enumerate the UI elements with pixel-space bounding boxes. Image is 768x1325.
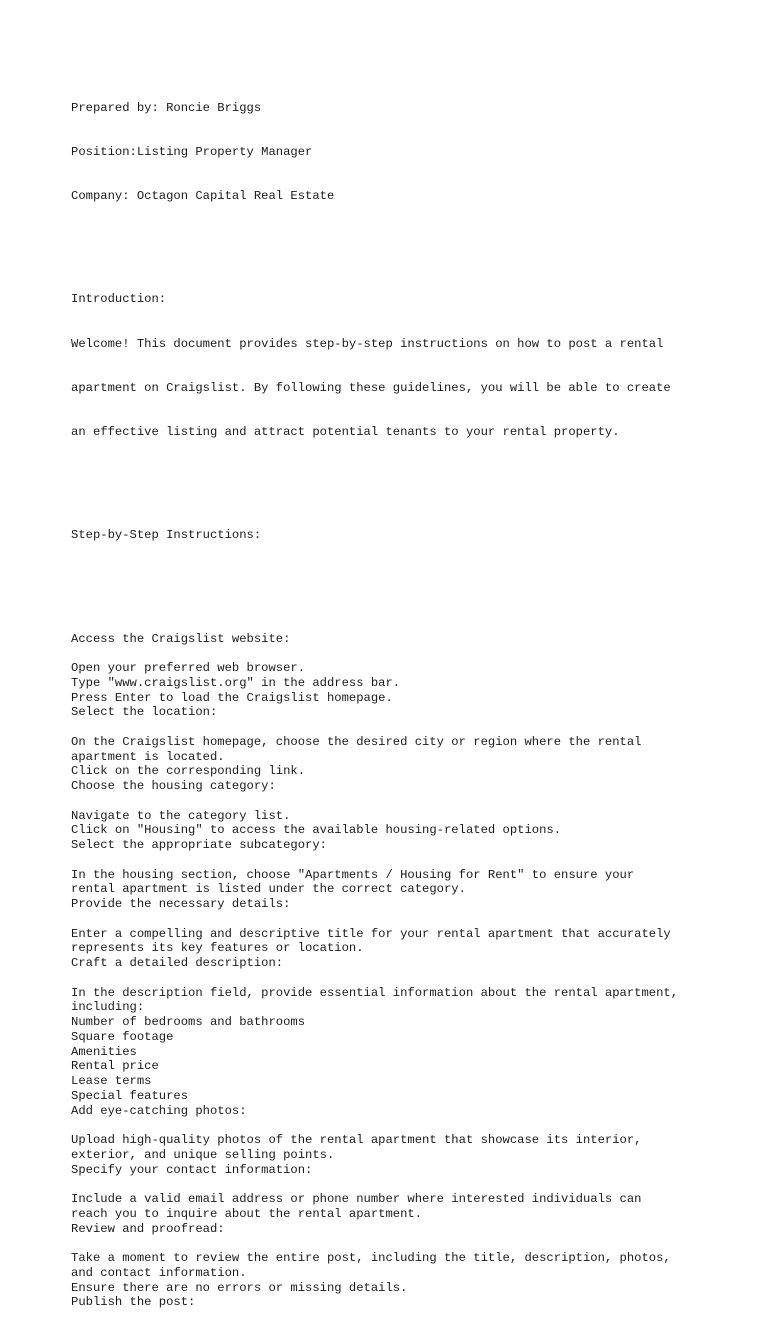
company-line: Company: Octagon Capital Real Estate bbox=[71, 189, 335, 203]
spacer bbox=[71, 573, 711, 588]
instruction-line: Select the appropriate subcategory: bbox=[71, 838, 327, 852]
intro-line: an effective listing and attract potential tenants to your rental property. bbox=[71, 425, 620, 439]
instruction-line: exterior, and unique selling points. bbox=[71, 1147, 335, 1162]
spacer bbox=[71, 646, 711, 661]
instruction-line: Enter a compelling and descriptive title for your rental apartment that accurately bbox=[71, 926, 671, 941]
instruction-sections bbox=[71, 632, 711, 1311]
intro-line: Welcome! This document provides step-by-step instructions on how to post a rental bbox=[71, 336, 664, 351]
spacer bbox=[71, 1236, 711, 1251]
spacer bbox=[71, 912, 711, 927]
instruction-line: Lease terms bbox=[71, 1074, 152, 1088]
document-page bbox=[71, 71, 711, 1325]
instruction-line: including: bbox=[71, 1000, 145, 1015]
section-title: Access the Craigslist website: bbox=[71, 631, 291, 646]
instruction-line: Include a valid email address or phone number where interested individuals can bbox=[71, 1192, 642, 1206]
instruction-line: Craft a detailed description: bbox=[71, 956, 284, 970]
position-line: Position:Listing Property Manager bbox=[71, 144, 313, 159]
spacer bbox=[71, 469, 711, 484]
instruction-line: and contact information. bbox=[71, 1265, 247, 1280]
instruction-line: rental apartment is listed under the correct category. bbox=[71, 882, 466, 897]
instruction-line: Navigate to the category list. bbox=[71, 808, 291, 823]
instruction-line: Add eye-catching photos: bbox=[71, 1103, 247, 1118]
instruction-line: Amenities bbox=[71, 1044, 137, 1059]
instruction-line: Rental price bbox=[71, 1059, 159, 1074]
instruction-line: apartment is located. bbox=[71, 749, 225, 764]
steps-heading: Step-by-Step Instructions: bbox=[71, 528, 262, 543]
instruction-line: reach you to inquire about the rental apartment. bbox=[71, 1206, 423, 1221]
spacer bbox=[71, 720, 711, 735]
instruction-line: Type "www.craigslist.org" in the address bar. bbox=[71, 675, 401, 690]
instruction-line: Take a moment to review the entire post, including the title, description, photos, bbox=[71, 1251, 671, 1265]
instruction-line: Ensure there are no errors or missing details. bbox=[71, 1280, 408, 1295]
instruction-line: On the Craigslist homepage, choose the desired city or region where the rental bbox=[71, 734, 642, 749]
intro-line: apartment on Craigslist. By following these guidelines, you will be able to create bbox=[71, 380, 671, 395]
instruction-line: Click on "Housing" to access the available housing-related options. bbox=[71, 823, 562, 838]
instruction-line: In the description field, provide essential information about the rental apartment, bbox=[71, 985, 679, 1000]
instruction-line: Publish the post: bbox=[71, 1295, 196, 1310]
instruction-line: Choose the housing category: bbox=[71, 779, 276, 793]
instruction-line: Review and proofread: bbox=[71, 1221, 225, 1236]
spacer bbox=[71, 853, 711, 868]
instruction-line: Number of bedrooms and bathrooms bbox=[71, 1015, 306, 1029]
spacer bbox=[71, 233, 711, 248]
instruction-line: Select the location: bbox=[71, 705, 218, 720]
instruction-line: Specify your contact information: bbox=[71, 1162, 313, 1177]
instruction-line: Press Enter to load the Craigslist homepage. bbox=[71, 690, 393, 705]
instruction-line: Click on the corresponding link. bbox=[71, 764, 306, 779]
instruction-line: Special features bbox=[71, 1088, 189, 1103]
instruction-line: In the housing section, choose "Apartments / Housing for Rent" to ensure your bbox=[71, 867, 635, 882]
spacer bbox=[71, 1177, 711, 1192]
spacer bbox=[71, 971, 711, 986]
intro-heading: Introduction: bbox=[71, 292, 167, 307]
instruction-line: Open your preferred web browser. bbox=[71, 661, 306, 675]
instruction-line: Square footage bbox=[71, 1029, 174, 1044]
instruction-line: Provide the necessary details: bbox=[71, 897, 291, 911]
instruction-line: Upload high-quality photos of the rental apartment that showcase its interior, bbox=[71, 1133, 642, 1147]
prepared-by-line: Prepared by: Roncie Briggs bbox=[71, 100, 262, 115]
spacer bbox=[71, 1118, 711, 1133]
spacer bbox=[71, 794, 711, 809]
instruction-line: represents its key features or location. bbox=[71, 941, 364, 956]
